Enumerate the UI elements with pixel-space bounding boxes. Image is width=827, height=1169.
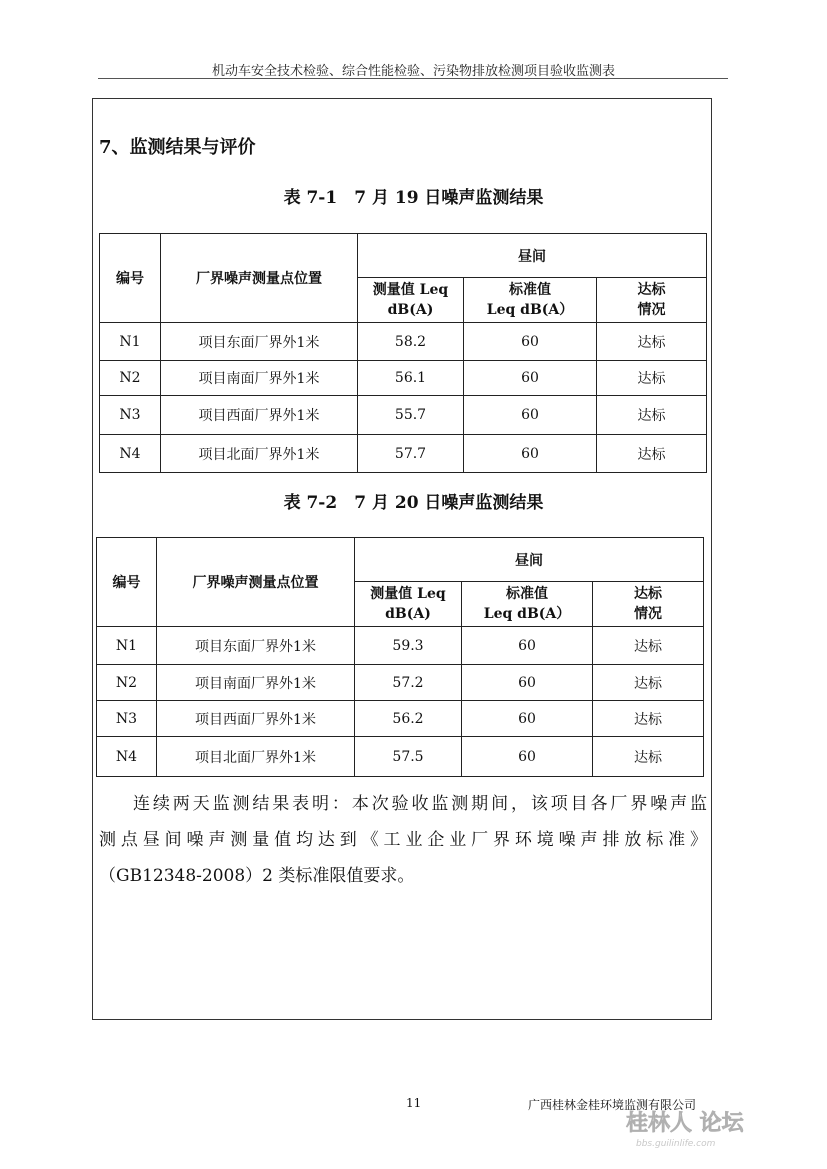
header-status — [593, 582, 704, 627]
header-location: 厂界噪声测量点位置 — [161, 234, 358, 323]
cell-standard: 60 — [464, 323, 597, 361]
table-row — [100, 396, 707, 435]
cell-id: N4 — [100, 435, 161, 473]
header-id: 编号 — [100, 234, 161, 323]
header-status-line1: 达标 — [637, 282, 666, 298]
cell-standard: 60 — [462, 701, 593, 737]
cell-id: N3 — [100, 396, 161, 435]
cell-status: 达标 — [593, 627, 704, 665]
cell-status: 达标 — [593, 665, 704, 701]
conclusion-line-1: 连续两天监测结果表明：本次验收监测期间，该项目各厂界噪声监 — [133, 794, 707, 814]
header-daytime: 昼间 — [358, 234, 707, 278]
table-caption-7-1: 表 7-1 7 月 19 日噪声监测结果 — [283, 188, 544, 208]
header-standard-line1: 标准值 — [506, 586, 548, 602]
cell-status: 达标 — [597, 435, 707, 473]
cell-location: 项目南面厂界外1米 — [157, 665, 355, 701]
header-standard — [464, 278, 597, 323]
table-row — [97, 627, 704, 665]
table-row — [100, 435, 707, 473]
cell-status: 达标 — [597, 323, 707, 361]
cell-measured: 59.3 — [355, 627, 462, 665]
noise-table-7-1 — [99, 233, 707, 473]
header-id: 编号 — [97, 538, 157, 627]
header-measured-line1: 测量值 Leq — [372, 282, 449, 298]
header-standard-line2: Leq dB(A） — [486, 302, 574, 318]
cell-id: N2 — [100, 361, 161, 396]
header-measured — [358, 278, 464, 323]
cell-standard: 60 — [464, 396, 597, 435]
cell-standard: 60 — [464, 435, 597, 473]
cell-id: N4 — [97, 737, 157, 777]
cell-measured: 57.7 — [358, 435, 464, 473]
forum-watermark-logo — [622, 1100, 782, 1156]
cell-measured: 57.5 — [355, 737, 462, 777]
cell-location: 项目北面厂界外1米 — [161, 435, 358, 473]
header-measured-line2: dB(A) — [385, 606, 431, 622]
header-status-line1: 达标 — [634, 586, 663, 602]
cell-measured: 56.1 — [358, 361, 464, 396]
cell-id: N3 — [97, 701, 157, 737]
conclusion-paragraph — [99, 786, 707, 894]
header-standard-line2: Leq dB(A） — [483, 606, 571, 622]
cell-id: N2 — [97, 665, 157, 701]
watermark-subtext: bbs.guilinlife.com — [636, 1139, 716, 1149]
cell-status: 达标 — [593, 701, 704, 737]
cell-id: N1 — [97, 627, 157, 665]
header-measured — [355, 582, 462, 627]
cell-standard: 60 — [462, 627, 593, 665]
table-row — [97, 737, 704, 777]
footer-company: 广西桂林金桂环境监测有限公司 — [528, 1098, 697, 1112]
cell-status: 达标 — [593, 737, 704, 777]
cell-standard: 60 — [462, 665, 593, 701]
header-measured-line1: 测量值 Leq — [370, 586, 446, 602]
header-divider — [98, 78, 728, 79]
cell-status: 达标 — [597, 396, 707, 435]
noise-table-7-2 — [96, 537, 704, 777]
cell-location: 项目东面厂界外1米 — [157, 627, 355, 665]
cell-location: 项目西面厂界外1米 — [161, 396, 358, 435]
section-heading: 7、监测结果与评价 — [99, 137, 256, 158]
cell-location: 项目东面厂界外1米 — [161, 323, 358, 361]
cell-standard: 60 — [462, 737, 593, 777]
cell-measured: 58.2 — [358, 323, 464, 361]
page-header-title: 机动车安全技术检验、综合性能检验、污染物排放检测项目验收监测表 — [211, 64, 615, 79]
cell-location: 项目北面厂界外1米 — [157, 737, 355, 777]
cell-standard: 60 — [464, 361, 597, 396]
cell-location: 项目西面厂界外1米 — [157, 701, 355, 737]
cell-id: N1 — [100, 323, 161, 361]
table-caption-7-2: 表 7-2 7 月 20 日噪声监测结果 — [283, 493, 544, 513]
header-status-line2: 情况 — [634, 606, 663, 622]
header-status-line2: 情况 — [637, 302, 666, 318]
watermark-text: 桂林人 论坛 — [626, 1111, 744, 1136]
conclusion-line-2: 测点昼间噪声测量值均达到《工业企业厂界环境噪声排放标准》 — [99, 830, 707, 850]
cell-status: 达标 — [597, 361, 707, 396]
table-row — [97, 701, 704, 737]
table-row — [100, 361, 707, 396]
header-status — [597, 278, 707, 323]
table-row — [97, 665, 704, 701]
table-row — [100, 323, 707, 361]
cell-measured: 57.2 — [355, 665, 462, 701]
header-measured-line2: dB(A) — [387, 302, 434, 318]
header-standard — [462, 582, 593, 627]
header-standard-line1: 标准值 — [509, 282, 551, 298]
header-daytime: 昼间 — [355, 538, 704, 582]
cell-location: 项目南面厂界外1米 — [161, 361, 358, 396]
conclusion-line-3: （GB12348-2008）2 类标准限值要求。 — [99, 866, 415, 886]
cell-measured: 55.7 — [358, 396, 464, 435]
page-number: 11 — [406, 1096, 422, 1110]
cell-measured: 56.2 — [355, 701, 462, 737]
header-location: 厂界噪声测量点位置 — [157, 538, 355, 627]
